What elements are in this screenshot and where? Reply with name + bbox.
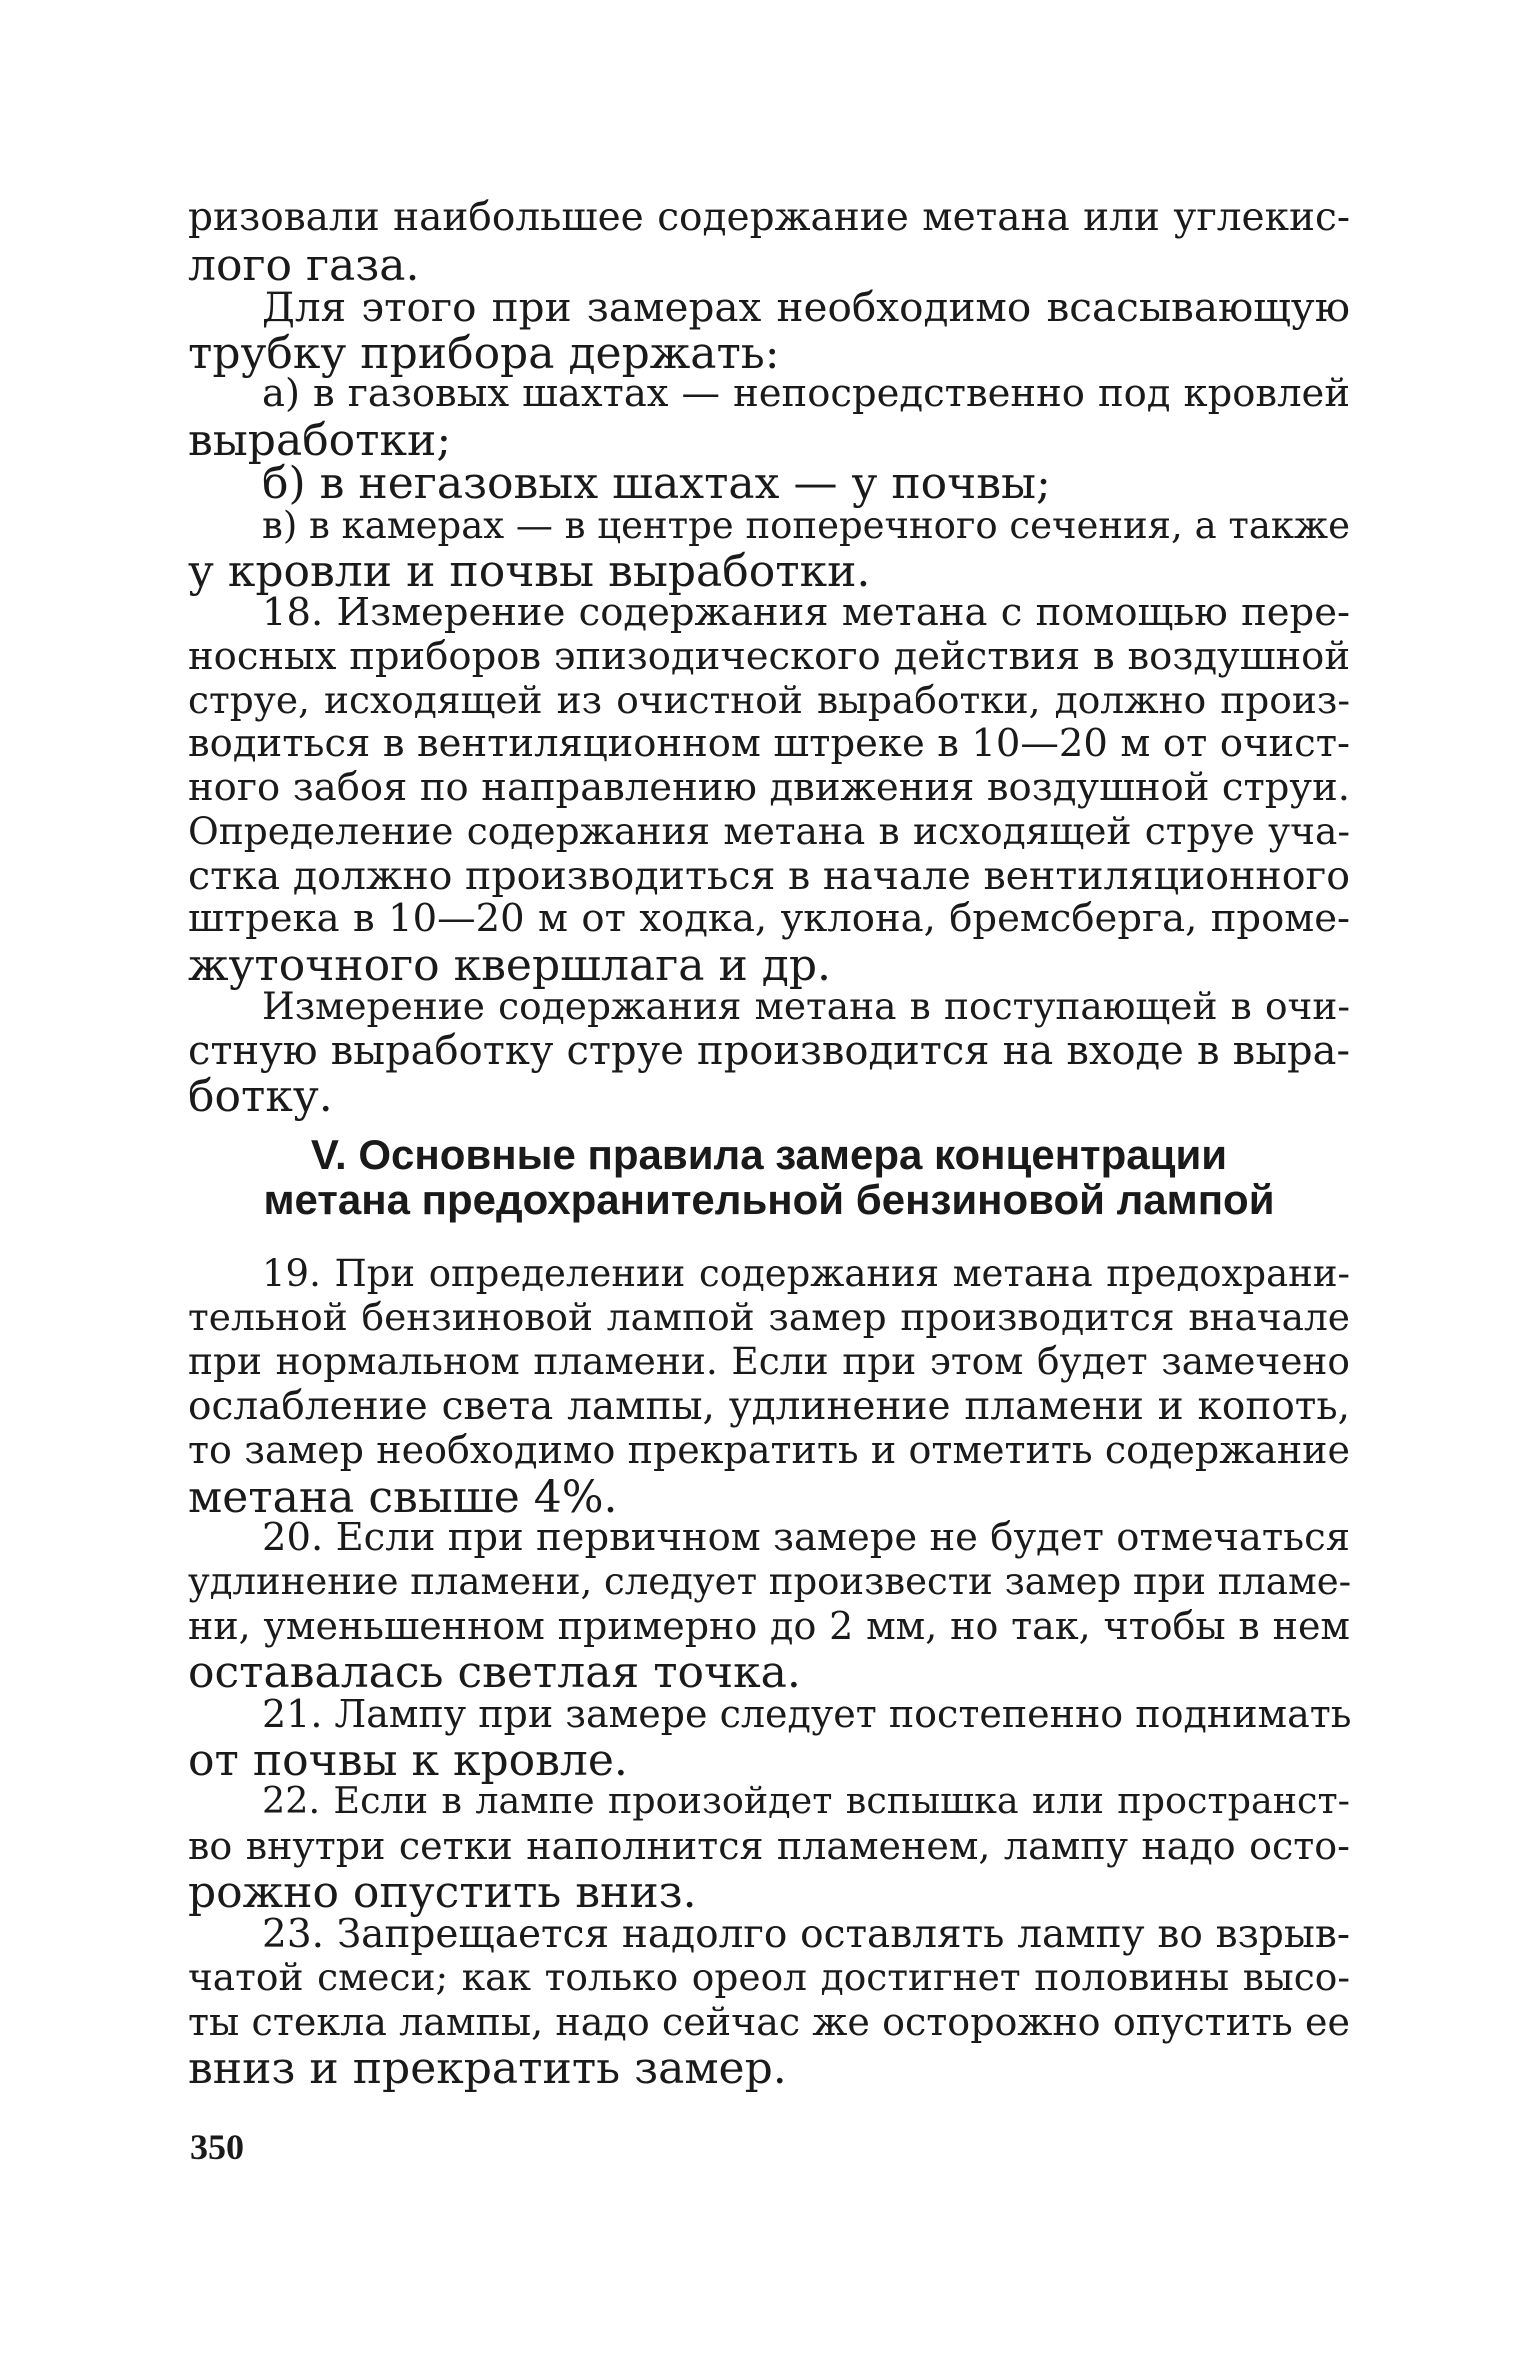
section-heading-line-2: метана предохранительной бензиновой лампой bbox=[263, 1176, 1275, 1223]
text-line: водиться в вентиляционном штреке в 10—20 м от очист- bbox=[188, 721, 1350, 766]
text-line: ризовали наибольшее содержание метана или углекис- bbox=[188, 195, 1350, 240]
text-line: при нормальном пламени. Если при этом будет замечено bbox=[188, 1339, 1350, 1383]
text-line: ты стекла лампы, надо сейчас же осторожно опустить ее bbox=[188, 2000, 1350, 2044]
text-line: штрека в 10—20 м от ходка, уклона, бремсберга, проме- bbox=[188, 896, 1350, 941]
text-line: метана свыше 4%. bbox=[188, 1472, 618, 1523]
text-line: а) в газовых шахтах — непосредственно под кровлей bbox=[262, 371, 1350, 416]
text-line: 22. Если в лампе произойдет вспышка или пространст- bbox=[262, 1779, 1350, 1822]
text-line: б) в негазовых шахтах — у почвы; bbox=[262, 458, 1051, 509]
text-line: ни, уменьшенном примерно до 2 мм, но так, чтобы в нем bbox=[188, 1604, 1350, 1648]
text-line: оставалась светлая точка. bbox=[188, 1647, 801, 1698]
text-line: лого газа. bbox=[188, 240, 420, 291]
text-line: 23. Запрещается надолго оставлять лампу во взрыв- bbox=[262, 1912, 1350, 1957]
text-line: тельной бензиновой лампой замер производится вначале bbox=[188, 1295, 1350, 1339]
text-line: стка должно производиться в начале вентиляционного bbox=[188, 853, 1350, 899]
text-line: трубку прибора держать: bbox=[188, 328, 780, 379]
text-line: ботку. bbox=[188, 1071, 333, 1122]
text-line: выработки; bbox=[188, 415, 452, 466]
text-line: у кровли и почвы выработки. bbox=[188, 546, 871, 597]
text-line: струе, исходящей из очистной выработки, должно произ- bbox=[188, 678, 1350, 722]
text-line: удлинение пламени, следует произвести замер при пламе- bbox=[188, 1560, 1352, 1603]
text-line: вниз и прекратить замер. bbox=[188, 2043, 787, 2094]
text-line: носных приборов эпизодического действия в воздушной bbox=[188, 634, 1350, 679]
text-line: жуточного квершлага и др. bbox=[188, 940, 832, 991]
text-line: Определение содержания метана в исходящей струе уча- bbox=[188, 809, 1350, 853]
text-line: от почвы к кровле. bbox=[188, 1735, 628, 1786]
section-heading-line-1: V. Основные правила замера концентрации bbox=[310, 1131, 1228, 1178]
text-line: то замер необходимо прекратить и отметить содержание bbox=[188, 1428, 1350, 1472]
text-line: в) в камерах — в центре поперечного сечения, а также bbox=[262, 504, 1350, 547]
text-line: чатой смеси; как только ореол достигнет половины высо- bbox=[188, 1955, 1350, 1999]
text-line: Для этого при замерах необходимо всасывающую bbox=[262, 283, 1350, 331]
text-line: ослабление света лампы, удлинение пламени и копоть, bbox=[188, 1384, 1350, 1429]
text-line: рожно опустить вниз. bbox=[188, 1867, 697, 1918]
text-line: Измерение содержания метана в поступающей в очи- bbox=[262, 984, 1350, 1028]
text-line: 21. Лампу при замере следует постепенно поднимать bbox=[262, 1692, 1352, 1736]
page-number: 350 bbox=[190, 2127, 244, 2167]
text-line: во внутри сетки наполнится пламенем, лампу надо осто- bbox=[188, 1824, 1350, 1868]
text-line: 18. Измерение содержания метана с помощью пере- bbox=[262, 590, 1350, 635]
text-line: стную выработку струе производится на входе в выра- bbox=[188, 1028, 1350, 1074]
text-line: 20. Если при первичном замере не будет отмечаться bbox=[262, 1515, 1350, 1560]
text-line: 19. При определении содержания метана предохрани- bbox=[262, 1252, 1350, 1295]
text-line: ного забоя по направлению движения воздушной струи. bbox=[188, 765, 1350, 810]
